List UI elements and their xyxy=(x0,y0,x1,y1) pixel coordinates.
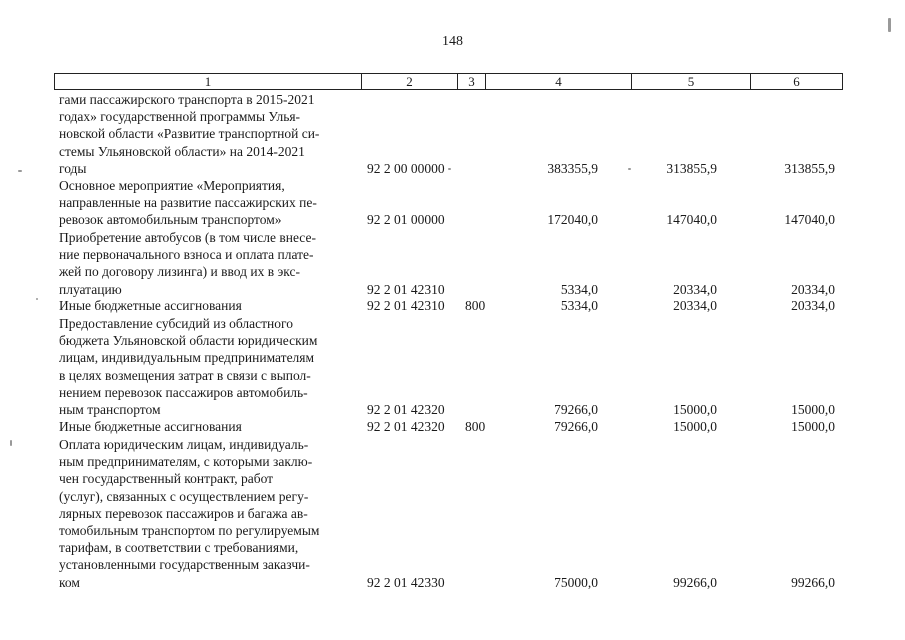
row-code: 92 2 01 42320 xyxy=(367,419,445,434)
row-value-col4: 75000,0 xyxy=(554,574,598,590)
row-description: Предоставление субсидий из областного бюджета Ульяновской области юридическим лицам, индивидуальным предпринимателям в целях возмещения затрат в связи с выпол- нением перевозок пассажиров автомобиль- ным транспортом xyxy=(59,316,318,418)
row-code: 92 2 01 42330 xyxy=(367,574,445,590)
row-value-col6: 313855,9 xyxy=(784,160,835,176)
row-value-col6: 99266,0 xyxy=(791,574,835,590)
row-description: Иные бюджетные ассигнования xyxy=(59,298,242,313)
row-description: Оплата юридическим лицам, индивидуаль- ным предпринимателям, с которыми заклю- чен государственный контракт, работ (услуг), связанных с осуществлением регу- лярных перевозок пассажиров и багажа ав- томобильным транспортом по регулируемым тарифам, в соответствии с требованиями, установленными государственным заказчи- ком xyxy=(59,437,320,590)
row-value-col6: 20334,0 xyxy=(791,281,835,297)
row-code: 92 2 01 42310 xyxy=(367,281,445,297)
row-value-col6: 15000,0 xyxy=(791,402,835,417)
row-value-col5: 20334,0 xyxy=(673,281,717,297)
row-description: Основное мероприятие «Мероприятия, направленные на развитие пассажирских пе- ревозок автомобильным транспортом» xyxy=(59,178,317,228)
column-header-2: 2 xyxy=(362,74,458,89)
column-header-4: 4 xyxy=(486,74,632,89)
row-value-col4: 383355,9 xyxy=(547,160,598,176)
row-value-col5: 15000,0 xyxy=(673,402,717,417)
column-header-1: 1 xyxy=(55,74,362,89)
row-code: 92 2 01 00000 xyxy=(367,212,445,228)
column-header-3: 3 xyxy=(458,74,486,89)
scan-speck xyxy=(10,440,12,446)
scan-speck xyxy=(18,170,22,172)
row-description: Иные бюджетные ассигнования xyxy=(59,419,242,434)
row-value-col5: 15000,0 xyxy=(673,419,717,434)
scan-speck xyxy=(888,18,891,32)
row-value-col6: 20334,0 xyxy=(791,298,835,313)
column-header-5: 5 xyxy=(632,74,751,89)
row-code: 92 2 01 42310 xyxy=(367,298,445,313)
row-value-col6: 147040,0 xyxy=(784,212,835,228)
row-value-col4: 172040,0 xyxy=(547,212,598,228)
scan-speck xyxy=(628,168,631,170)
row-value-col5: 20334,0 xyxy=(673,298,717,313)
row-code: 92 2 00 00000 xyxy=(367,160,445,176)
row-code: 92 2 01 42320 xyxy=(367,402,445,417)
row-value-col4: 79266,0 xyxy=(554,402,598,417)
row-value-col6: 15000,0 xyxy=(791,419,835,434)
table-header-row xyxy=(54,73,843,90)
page-number: 148 xyxy=(442,34,463,49)
row-description: гами пассажирского транспорта в 2015-2021 годах» государственной программы Улья- новской области «Развитие транспортной си- стемы Ульяновской области» на 2014-2021 годы xyxy=(59,92,320,176)
row-expense-type: 800 xyxy=(465,419,486,434)
row-value-col5: 147040,0 xyxy=(666,212,717,228)
row-description: Приобретение автобусов (в том числе внесе- ние первоначального взноса и оплата плате- жей по договору лизинга) и ввод их в экс- плуатацию xyxy=(59,230,316,297)
scan-speck xyxy=(448,168,451,170)
row-value-col5: 99266,0 xyxy=(673,574,717,590)
row-value-col4: 5334,0 xyxy=(560,281,598,297)
row-value-col4: 5334,0 xyxy=(560,298,598,313)
row-value-col4: 79266,0 xyxy=(554,419,598,434)
scan-speck xyxy=(36,298,38,300)
row-expense-type: 800 xyxy=(465,298,486,313)
column-header-6: 6 xyxy=(793,74,800,89)
row-value-col5: 313855,9 xyxy=(666,160,717,176)
